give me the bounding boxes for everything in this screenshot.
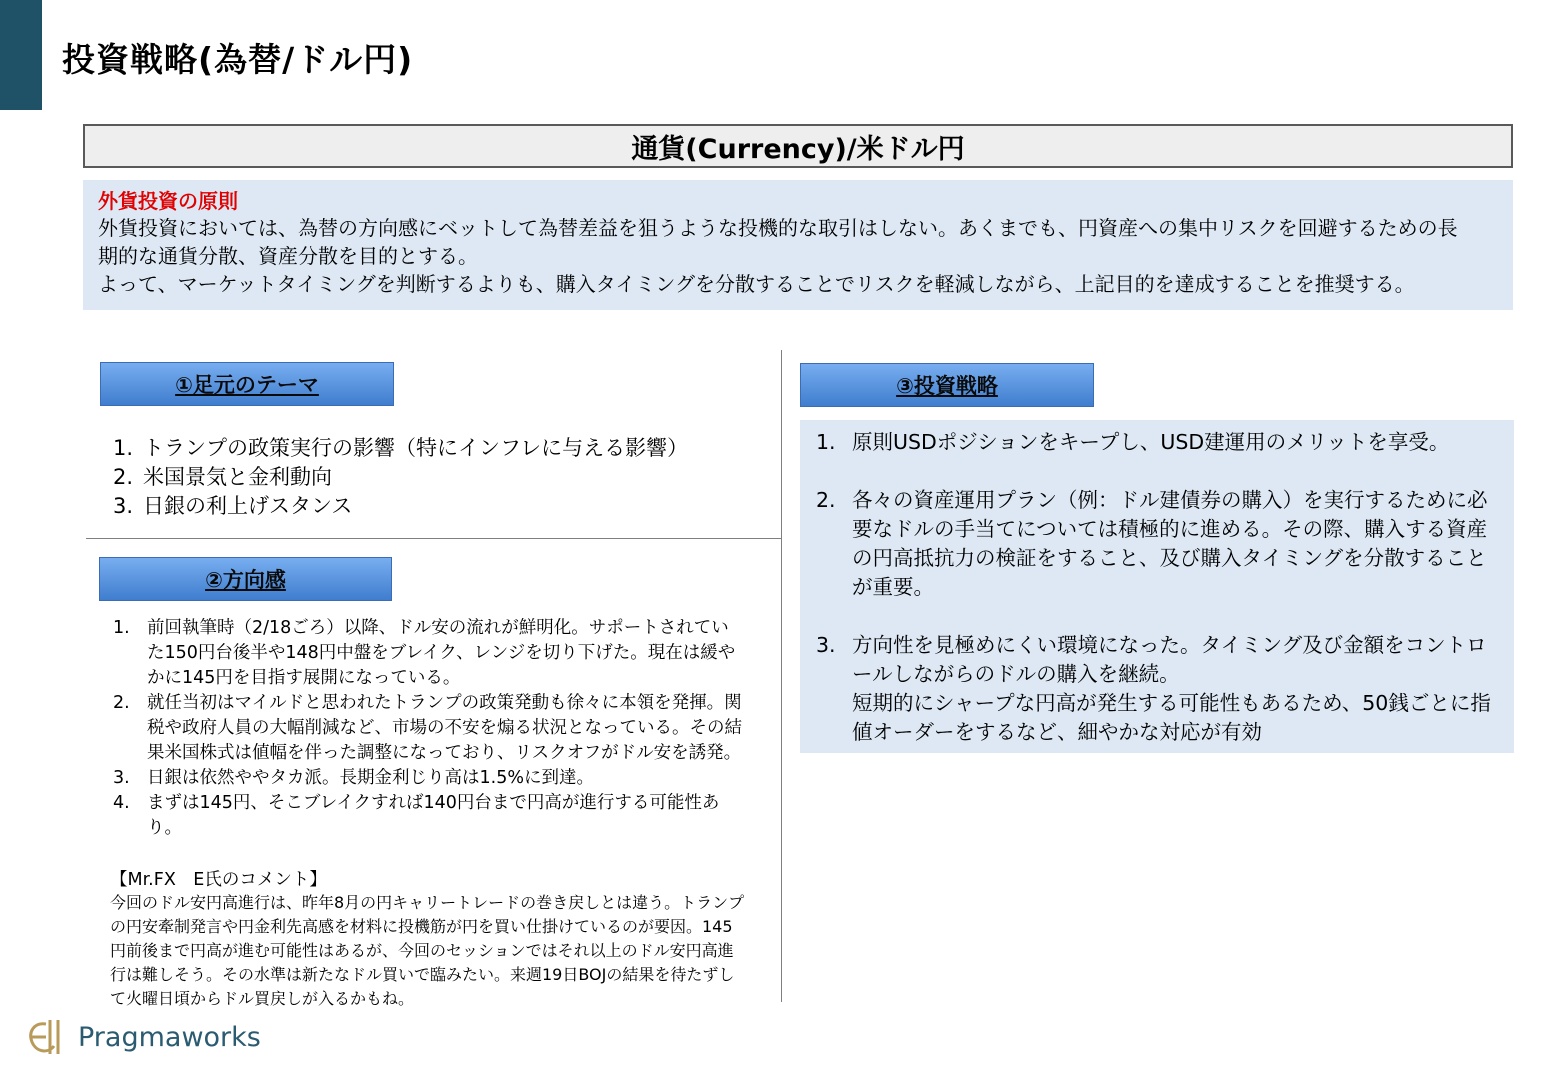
horizontal-divider (86, 538, 782, 539)
vertical-divider (781, 350, 782, 1002)
list-item (113, 616, 743, 691)
item-number: 4. (113, 793, 130, 813)
item-number: 3. (113, 494, 134, 518)
item-number: 3. (816, 633, 836, 657)
item-number: 2. (113, 465, 134, 489)
principle-box (83, 180, 1513, 310)
list-item (816, 631, 1496, 747)
list-item (113, 463, 688, 492)
section-header: 通貨(Currency)/米ドル円 (83, 124, 1513, 168)
principle-line: よって、マーケットタイミングを判断するよりも、購入タイミングを分散することでリスクを軽減しながら、上記目的を達成することを推奨する。 (98, 272, 1415, 296)
list-item (816, 486, 1496, 602)
item-text: 就任当初はマイルドと思われたトランプの政策発動も徐々に本領を発揮。関税や政府人員の大幅削減など、市場の不安を煽る状況となっている。その結果米国株式は値幅を伴った調整になっており、リスクオフがドル安を誘発。 (147, 693, 742, 763)
item-text: 方向性を見極めにくい環境になった。タイミング及び金額をコントロールしながらのドルの購入を継続。 (852, 633, 1487, 686)
item-text: 米国景気と金利動向 (143, 465, 332, 489)
logo-text: Pragmaworks (78, 1021, 261, 1053)
strategy-list (816, 428, 1496, 747)
item-text: 前回執筆時（2/18ごろ）以降、ドル安の流れが鮮明化。サポートされていた150円台後半や148円中盤をブレイク、レンジを切り下げた。現在は緩やかに145円を目指す展開になっている。 (147, 618, 736, 688)
themes-list (113, 434, 688, 521)
item-number: 1. (113, 436, 134, 460)
item-number: 1. (113, 618, 130, 638)
direction-list (113, 616, 743, 841)
corner-accent-bar (0, 0, 42, 110)
principle-line: 外貨投資においては、為替の方向感にベットして為替差益を狙うような投機的な取引はしない。あくまでも、円資産への集中リスクを回避するための長 (98, 216, 1458, 240)
themes-label: ①足元のテーマ (100, 362, 394, 406)
item-text: まずは145円、そこブレイクすれば140円台まで円高が進行する可能性あり。 (147, 793, 720, 838)
list-item (113, 691, 743, 766)
list-item (113, 791, 743, 841)
item-number: 1. (816, 430, 836, 454)
list-item (113, 766, 743, 791)
page-title: 投資戦略(為替/ドル円) (62, 40, 414, 79)
list-item (113, 434, 688, 463)
list-item (816, 428, 1496, 457)
item-text: トランプの政策実行の影響（特にインフレに与える影響） (143, 436, 689, 460)
item-text: 原則USDポジションをキープし、USD建運用のメリットを享受。 (852, 430, 1450, 454)
item-text: 日銀は依然ややタカ派。長期金利じり高は1.5%に到達。 (147, 768, 594, 788)
strategy-box (800, 420, 1514, 753)
item-text: 日銀の利上げスタンス (143, 494, 353, 518)
item-text: 各々の資産運用プラン（例：ドル建債券の購入）を実行するために必要なドルの手当てについては積極的に進める。その際、購入する資産の円高抵抗力の検証をすること、及び購入タイミングを分散することが重要。 (852, 488, 1488, 599)
item-number: 2. (113, 693, 130, 713)
item-number: 2. (816, 488, 836, 512)
strategy-label: ③投資戦略 (800, 363, 1094, 407)
item-text: 短期的にシャープな円高が発生する可能性もあるため、50銭ごとに指値オーダーをするなど、細やかな対応が有効 (852, 691, 1491, 744)
comment-body: 今回のドル安円高進行は、昨年8月の円キャリートレードの巻き戻しとは違う。トランプの円安牽制発言や円金利先高感を材料に投機筋が円を買い仕掛けているのが要因。145円前後まで円高が進む可能性はあるが、今回のセッションではそれ以上のドル安円高進行は難しそう。その水準は新たなドル買いで臨みたい。来週19日BOJの結果を待たずして火曜日頃からドル買戻しが入るかもね。 (110, 893, 745, 1008)
logo-mark-icon (24, 1016, 70, 1058)
item-number: 3. (113, 768, 130, 788)
direction-label: ②方向感 (99, 557, 392, 601)
list-item (113, 492, 688, 521)
principle-body (98, 214, 1497, 298)
principle-line: 期的な通貨分散、資産分散を目的とする。 (98, 244, 478, 268)
comment-title: 【Mr.FX E氏のコメント】 (110, 870, 327, 890)
company-logo (24, 1016, 261, 1058)
principle-title: 外貨投資の原則 (98, 189, 238, 213)
